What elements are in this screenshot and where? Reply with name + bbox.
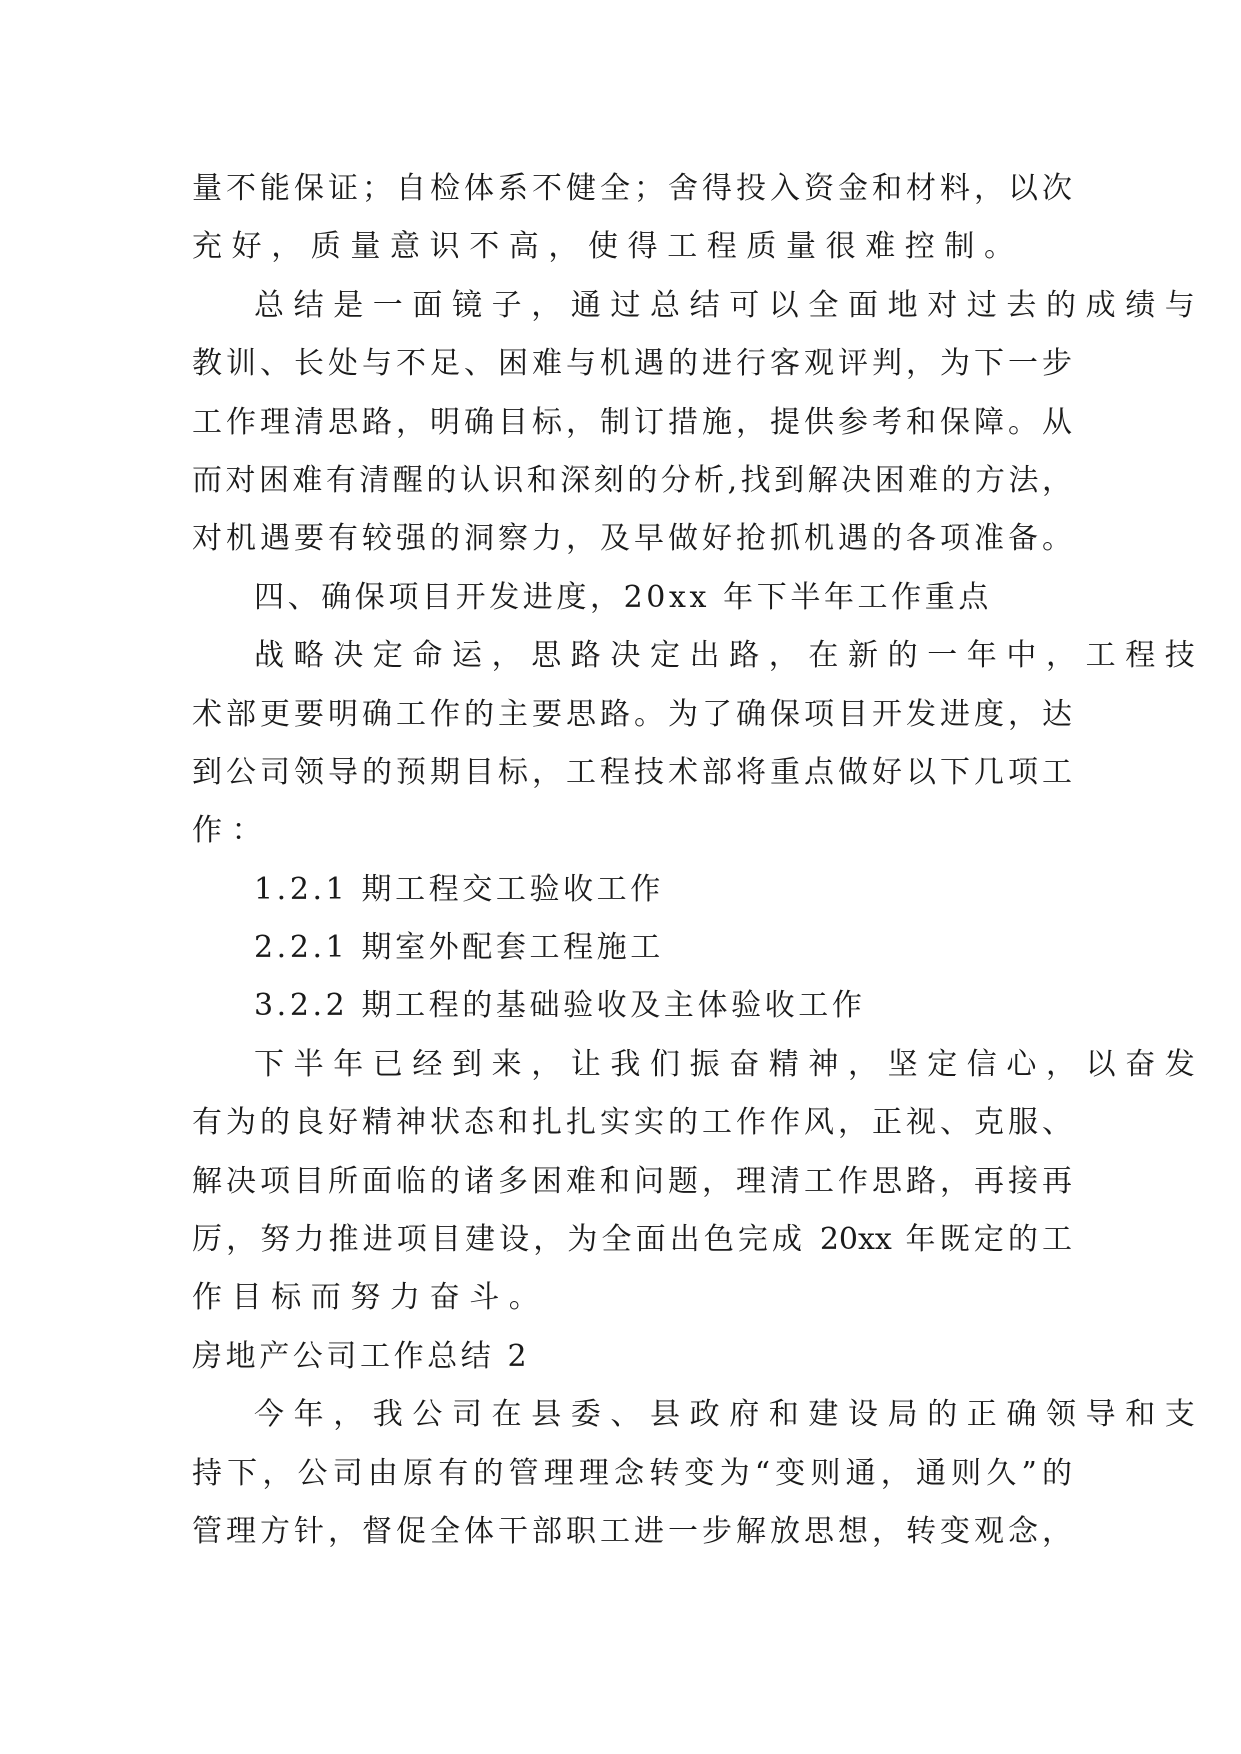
- text-line: 工作理清思路，明确目标，制订措施，提供参考和保障。从: [192, 404, 1072, 440]
- text-line: 解决项目所面临的诸多困难和问题，理清工作思路，再接再: [192, 1163, 1072, 1199]
- list-item: 1.2.1 期工程交工验收工作: [254, 871, 664, 907]
- paragraph-start-line: 今年，我公司在县委、县政府和建设局的正确领导和支: [254, 1397, 1205, 1433]
- paragraph-start-line: 下半年已经到来，让我们振奋精神，坚定信心，以奋发: [254, 1046, 1205, 1082]
- document-subtitle: 房地产公司工作总结 2: [192, 1338, 531, 1374]
- document-body: [192, 160, 1205, 1561]
- text-line: 作：: [192, 813, 272, 849]
- text-line: 充好，质量意识不高，使得工程质量很难控制。: [192, 229, 1024, 265]
- text-line: 管理方针，督促全体干部职工进一步解放思想，转变观念，: [192, 1513, 1072, 1549]
- paragraph-start-line: 战略决定命运，思路决定出路，在新的一年中，工程技: [254, 638, 1205, 674]
- list-item: 2.2.1 期室外配套工程施工: [254, 930, 664, 966]
- text-line: 教训、长处与不足、困难与机遇的进行客观评判，为下一步: [192, 346, 1072, 382]
- text-line: 术部更要明确工作的主要思路。为了确保项目开发进度，达: [192, 696, 1072, 732]
- text-line: 对机遇要有较强的洞察力，及早做好抢抓机遇的各项准备。: [192, 521, 1072, 557]
- text-line: 作目标而努力奋斗。: [192, 1280, 549, 1316]
- text-line: 有为的良好精神状态和扎扎实实的工作作风，正视、克服、: [192, 1105, 1072, 1141]
- text-line: 持下，公司由原有的管理理念转变为“变则通，通则久”的: [192, 1455, 1072, 1491]
- text-line: 量不能保证；自检体系不健全；舍得投入资金和材料，以次: [192, 171, 1072, 206]
- text-line: 到公司领导的预期目标，工程技术部将重点做好以下几项工: [192, 754, 1072, 790]
- list-item: 3.2.2 期工程的基础验收及主体验收工作: [254, 988, 866, 1024]
- text-line: 而对困难有清醒的认识和深刻的分析,找到解决困难的方法，: [192, 462, 1072, 498]
- paragraph-start-line: 总结是一面镜子，通过总结可以全面地对过去的成绩与: [254, 287, 1205, 323]
- text-line: 厉，努力推进项目建设，为全面出色完成 20xx 年既定的工: [192, 1222, 1072, 1258]
- section-heading: 四、确保项目开发进度，20xx 年下半年工作重点: [254, 579, 992, 615]
